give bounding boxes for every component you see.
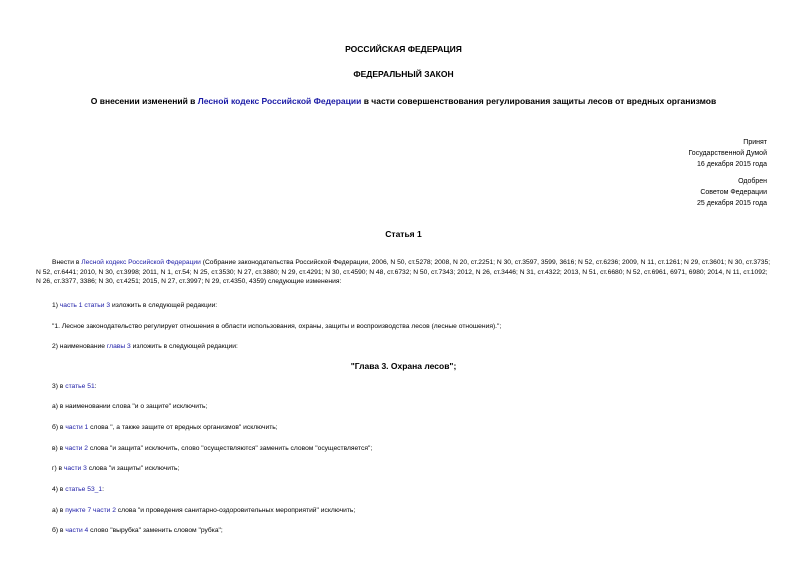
adopted-line1: Принят: [743, 139, 767, 146]
point7-part2-link[interactable]: пункте 7 части 2: [65, 507, 116, 514]
item-3b-prefix: б) в: [52, 424, 66, 431]
law-title: [0, 96, 807, 106]
item-3d-prefix: г) в: [52, 465, 64, 472]
forest-code-link[interactable]: Лесной кодекс Российской Федерации: [197, 96, 362, 106]
item-4: [52, 485, 771, 495]
approved-line1: Одобрен: [738, 178, 767, 185]
item-3d-suffix: слова "и защиты" исключить;: [86, 465, 180, 472]
item-4b: [52, 526, 771, 536]
intro-paragraph: [36, 258, 771, 287]
item-3d: [52, 464, 771, 474]
item-1-suffix: изложить в следующей редакции:: [110, 302, 218, 309]
item-4a-prefix: а) в: [52, 507, 66, 514]
item-3c-prefix: в) в: [52, 445, 66, 452]
item-4a-suffix: слова "и проведения санитарно-оздоровительных мероприятий" исключить;: [115, 507, 356, 514]
part2-link[interactable]: части 2: [65, 445, 88, 452]
part3-link[interactable]: части 3: [63, 465, 87, 472]
intro-prefix: Внести в: [52, 259, 82, 266]
title-suffix: в части совершенствования регулирования защиты лесов от вредных организмов: [361, 96, 717, 106]
part1-link[interactable]: части 1: [65, 424, 89, 431]
item-3-prefix: 3) в: [52, 383, 66, 390]
item-3c: [52, 444, 771, 454]
adopted-block: [688, 137, 767, 170]
approved-line3: 25 декабря 2015 года: [696, 200, 767, 207]
adopted-line3: 16 декабря 2015 года: [696, 161, 767, 168]
article-heading: Статья 1: [385, 229, 422, 239]
item-4b-prefix: б) в: [52, 527, 66, 534]
item-2: [52, 342, 771, 352]
item-3b-suffix: слова ", а также защите от вредных организмов" исключить;: [88, 424, 278, 431]
item-3: [52, 382, 771, 392]
item-1-quote: "1. Лесное законодательство регулирует отношения в области использования, охраны, защиты и воспроизводства лесов (лесные отношения).";: [52, 323, 502, 330]
intro-forest-code-link[interactable]: Лесной кодекс Российской Федерации: [81, 259, 201, 266]
country-heading: РОССИЙСКАЯ ФЕДЕРАЦИЯ: [345, 44, 462, 54]
item-1: [52, 301, 771, 311]
approved-line2: Советом Федерации: [700, 189, 767, 196]
item-2-prefix: 2) наименование: [52, 343, 107, 350]
chapter-heading: "Глава 3. Охрана лесов";: [350, 361, 457, 371]
intro-sources: (Собрание законодательства Российской Федерации, 2006, N 50, ст.5278; 2008, N 20, ст.2251; N 30, ст.3597, 3599, 3616; N 52, ст.6236; 2009, N 11, ст.1261; N 29, ст.3601; N 30, ст.3735; N 52, ст.6441; 2010, N 30, ст.3998; 2011, N 1, ст.54; N 25, ст.3530; N 27, ст.3880; N 29, ст.4291; N 30, ст.4590; N 48, ст.6732; N 50, ст.7343; 2012, N 26, ст.3446; N 31, ст.4322; 2013, N 51, ст.6680; N 52, ст.6961, 6971, 6980; 2014, N 11, ст.1092; N 26, ст.3377, 3386; N 30, ст.4251; 2015, N 27, ст.3997; N 29, ст.4350, 4359) следующие изменения:: [36, 259, 771, 286]
item-1-prefix: 1): [52, 302, 60, 309]
item-3b: [52, 423, 771, 433]
item-3c-suffix: слова "и защита" исключить, слово "осуществляются" заменить словом "осуществляется";: [88, 445, 373, 452]
item-4-prefix: 4) в: [52, 486, 66, 493]
adopted-line2: Государственной Думой: [688, 150, 767, 157]
item-4-suffix: :: [102, 486, 104, 493]
title-prefix: О внесении изменений в: [90, 96, 198, 106]
item-3-suffix: :: [94, 383, 97, 390]
item-4b-suffix: слово "вырубка" заменить словом "рубка";: [88, 527, 223, 534]
art53-1-link[interactable]: статье 53_1: [65, 486, 103, 493]
chapter3-link[interactable]: главы 3: [106, 343, 131, 350]
art51-link[interactable]: статье 51: [65, 383, 95, 390]
part4-link[interactable]: части 4: [65, 527, 89, 534]
item-4a: [52, 506, 771, 516]
law-type-heading: ФЕДЕРАЛЬНЫЙ ЗАКОН: [353, 69, 454, 79]
item-3a: а) в наименовании слова "и о защите" исключить;: [52, 403, 208, 410]
part1-art3-link[interactable]: часть 1 статьи 3: [59, 302, 111, 309]
approved-block: [697, 176, 767, 209]
item-2-suffix: изложить в следующей редакции:: [130, 343, 238, 350]
